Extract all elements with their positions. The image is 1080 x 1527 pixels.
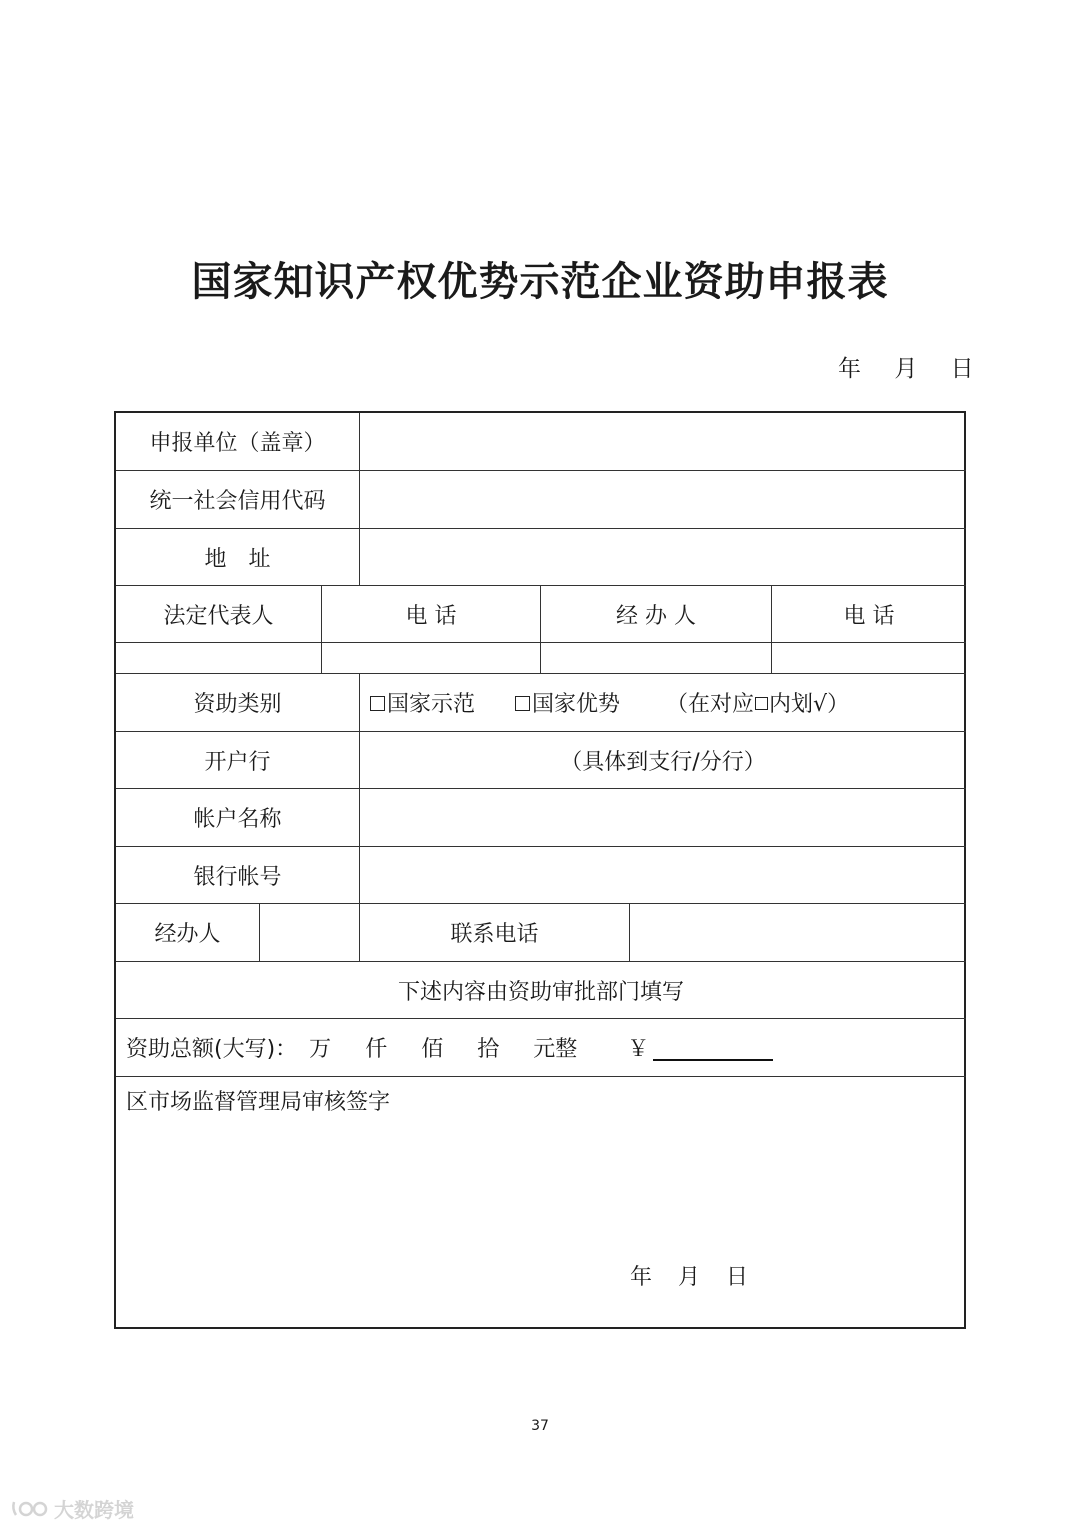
account-number-field[interactable] [360,847,966,903]
phone-label-1: 电 话 [405,603,457,629]
watermark-logo-icon [10,1498,50,1520]
category-label: 资助类别 [193,692,282,717]
address-label: 地 址 [204,546,271,572]
date-year: 年 [838,356,861,382]
handler-label-2: 经办人 [154,922,221,947]
sign-date-year: 年 [630,1264,653,1290]
page-number: 37 [531,1418,549,1434]
amount-unit-qian: 仟 [365,1037,388,1062]
account-number-label: 银行帐号 [193,864,282,890]
amount-label: 资助总额(大写)： [126,1037,298,1062]
account-name-label: 帐户名称 [193,807,282,832]
category-option-national-demo: 国家示范 [387,692,476,717]
handler-field-2[interactable] [260,904,359,961]
date-month: 月 [894,356,918,382]
currency-symbol: ￥ [627,1037,650,1062]
checkbox-national-advantage[interactable] [515,696,530,711]
legal-rep-phone-field[interactable] [322,643,540,673]
form-title: 国家知识产权优势示范企业资助申报表 [191,259,889,305]
application-form-table [114,411,966,1329]
contact-phone-label: 联系电话 [450,922,539,947]
amount-unit-shi: 拾 [477,1037,500,1062]
category-options [370,674,966,731]
handler-field[interactable] [541,643,771,673]
watermark-text: 大数跨境 [54,1498,134,1522]
bank-label: 开户行 [204,749,271,775]
legal-rep-label: 法定代表人 [163,603,274,629]
category-option-national-advantage: 国家优势 [532,692,621,717]
credit-code-label: 统一社会信用代码 [149,489,326,514]
top-date [838,350,974,383]
legal-rep-field[interactable] [116,643,321,673]
credit-code-field[interactable] [360,471,966,528]
checkbox-national-demo[interactable] [370,696,385,711]
watermark [10,1494,134,1523]
contact-phone-field[interactable] [630,904,966,961]
category-hint-before: （在对应 [666,692,755,717]
applicant-label: 申报单位（盖章） [149,431,326,456]
category-hint-after: 内划√） [769,692,850,717]
phone-label-2: 电 话 [843,603,895,629]
address-field[interactable] [360,529,966,585]
amount-unit-wan: 万 [309,1037,332,1062]
checkbox-hint-icon [755,697,768,710]
handler-phone-field[interactable] [772,643,966,673]
amount-unit-bai: 佰 [421,1037,444,1062]
review-label: 区市场监督管理局审核签字 [126,1090,391,1115]
sign-date-day: 日 [726,1264,749,1290]
amount-row [126,1019,966,1076]
applicant-field[interactable] [360,413,966,470]
review-signature-area[interactable] [116,1125,966,1265]
amount-unit-yuan: 元整 [533,1037,578,1062]
account-name-field[interactable] [360,789,966,846]
handler-label-1: 经 办 人 [616,603,696,629]
approval-note: 下述内容由资助审批部门填写 [397,979,684,1005]
bank-hint[interactable]: （具体到支行/分行） [560,749,766,775]
date-day: 日 [950,356,974,382]
sign-date [630,1255,850,1295]
row-divider [116,1076,966,1077]
sign-date-month: 月 [678,1264,701,1290]
amount-numeric-field[interactable] [653,1035,773,1061]
